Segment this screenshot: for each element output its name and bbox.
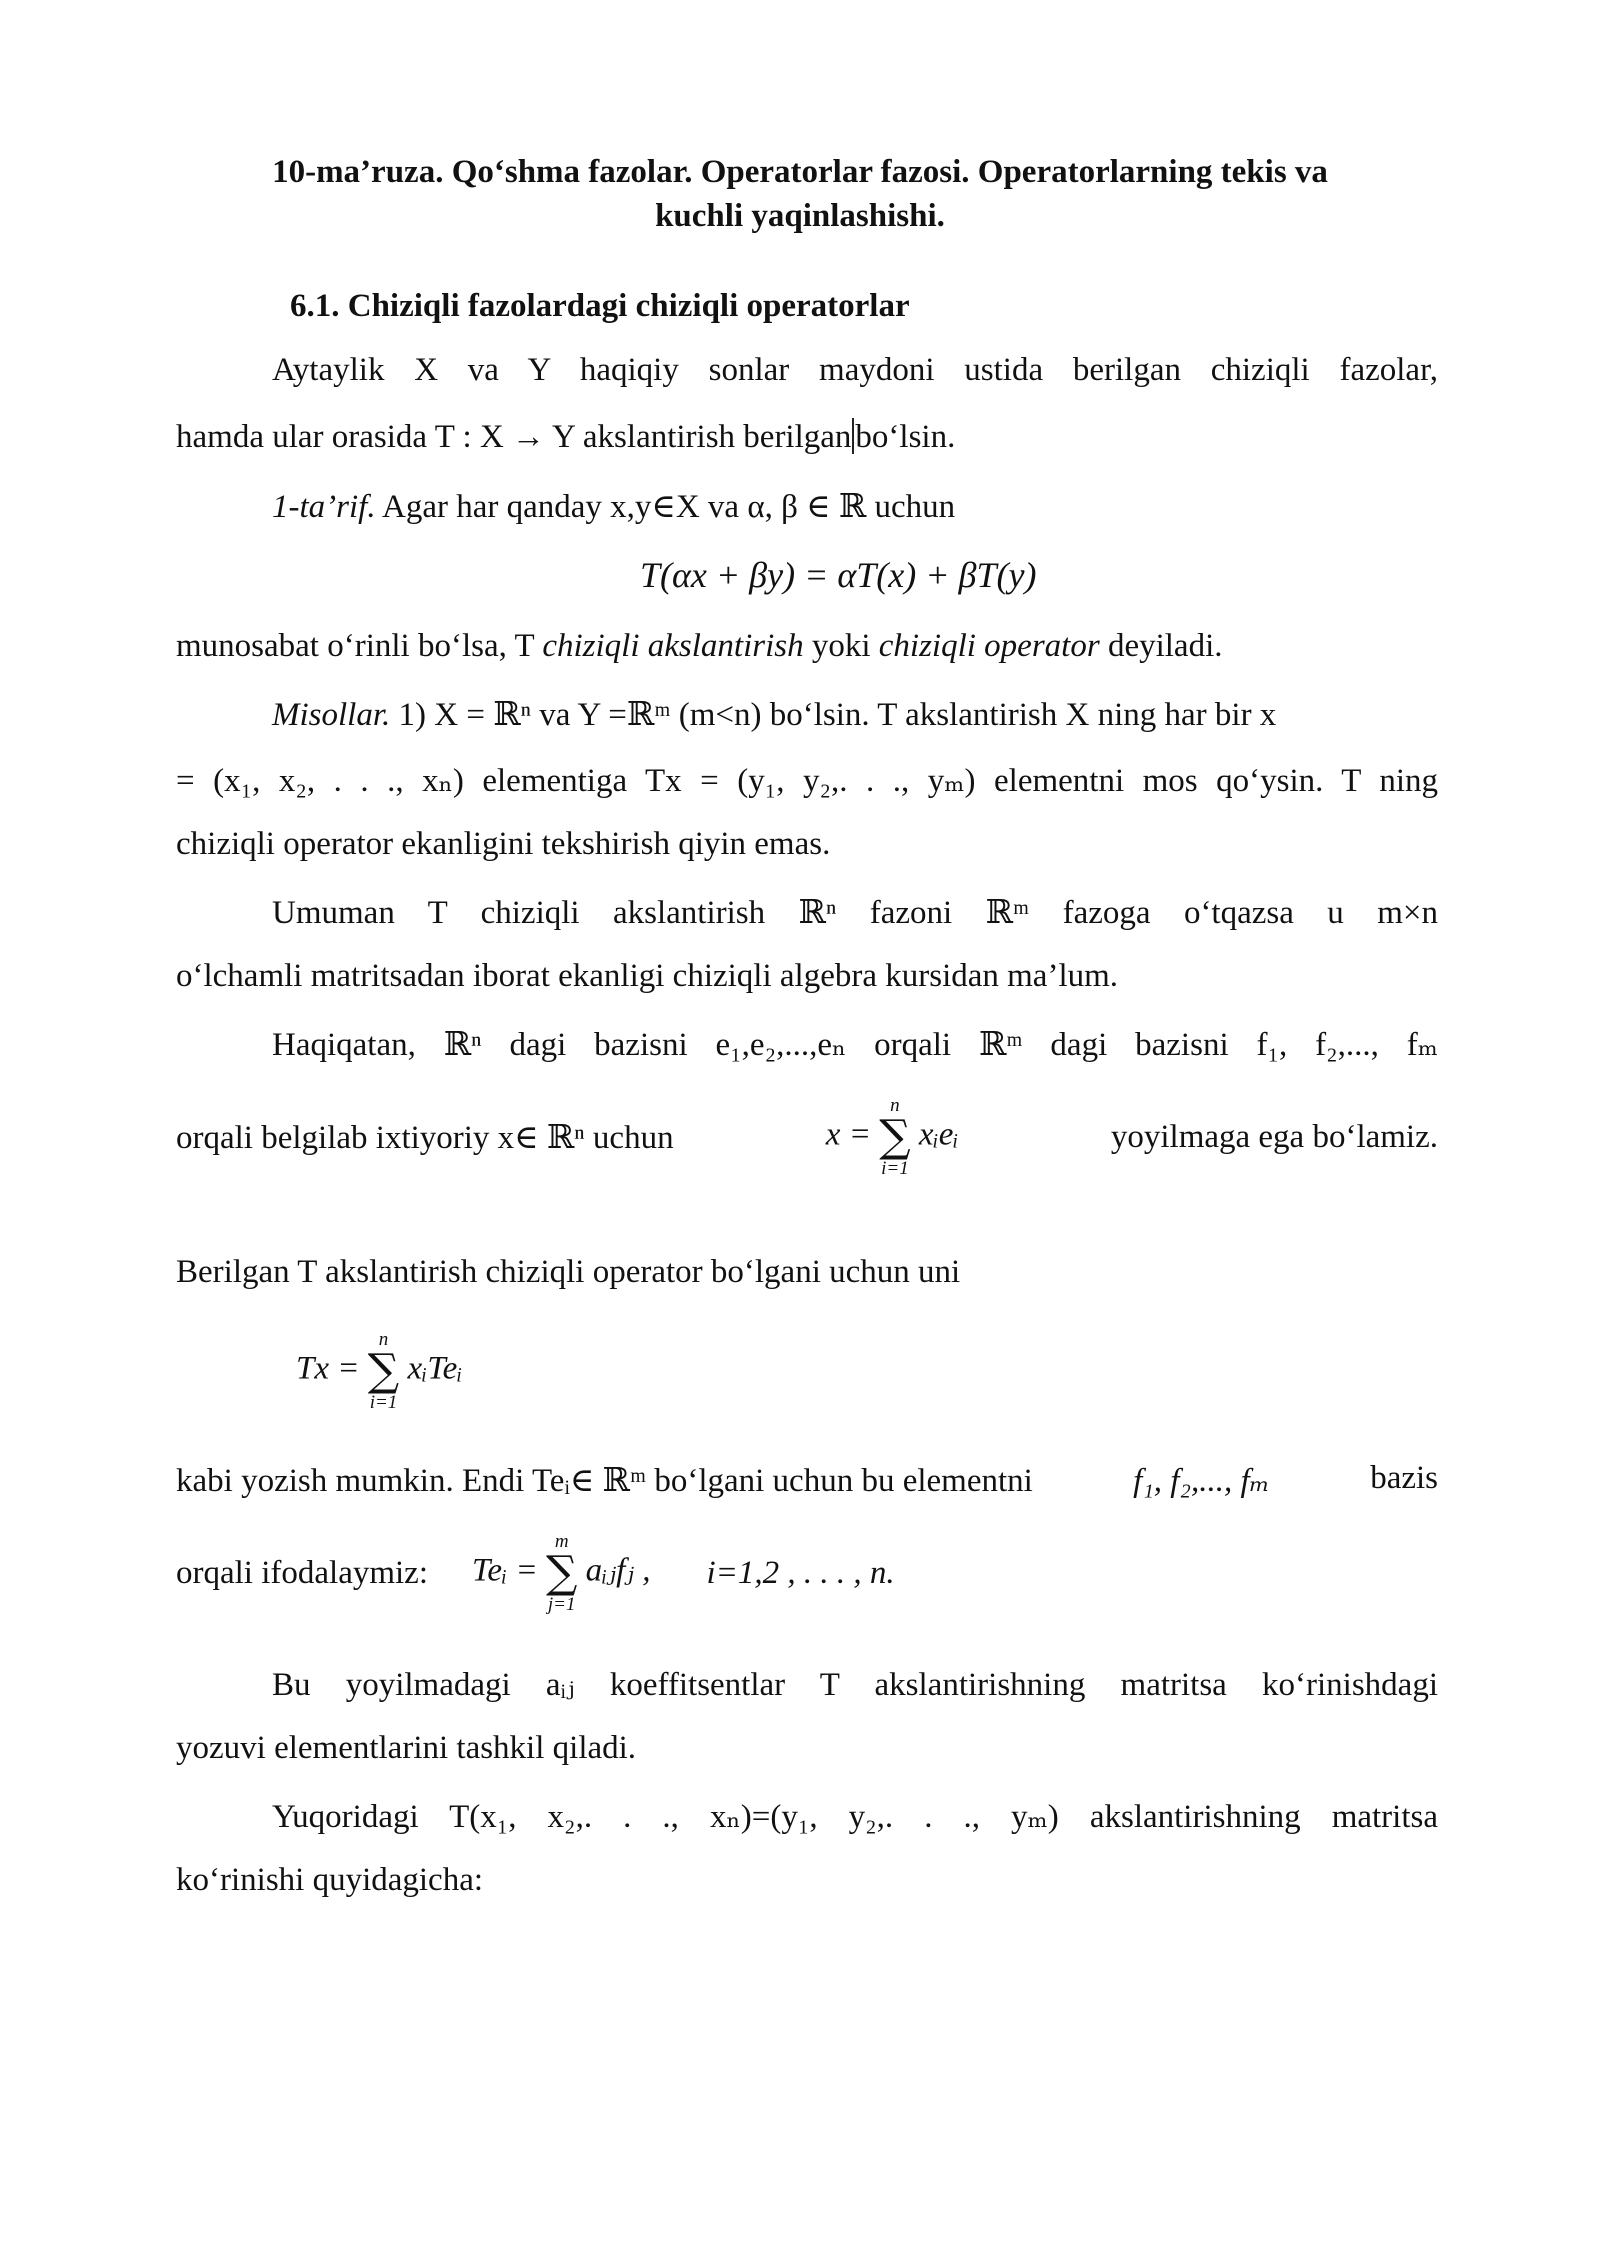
p4-end: yoyilmaga ega bo‘lamiz. xyxy=(1110,1118,1438,1155)
sigma-glyph: ∑ xyxy=(367,1345,400,1396)
definition-line xyxy=(272,486,1438,526)
p6-end: bazis xyxy=(1370,1460,1438,1496)
paragraph-1-end: bo‘lsin. xyxy=(855,419,956,455)
tx-rhs: xᵢTeᵢ xyxy=(407,1350,463,1387)
term-linear-mapping: chiziqli akslantirish xyxy=(542,628,804,664)
paragraph-3-line-1: Umuman T chiziqli akslantirish ℝⁿ fazoni ℝᵐ fazoga o‘tqazsa u m×n xyxy=(272,895,1438,931)
linearity-formula: T(αx + βy) = αT(x) + βT(y) xyxy=(640,555,1037,595)
sum-formula-x xyxy=(826,1096,959,1178)
definition-text: Agar har qanday x,y∈X va α, β ∈ ℝ uchun xyxy=(382,489,956,525)
sum-formula-x-lhs: x = xyxy=(825,1116,871,1153)
sum-symbol xyxy=(879,1096,910,1178)
paragraph-5: Berilgan T akslantirish chiziqli operator bo‘lgani uchun uni xyxy=(176,1254,961,1290)
sum-upper-limit: n xyxy=(378,1329,389,1350)
lecture-title xyxy=(160,150,1440,238)
paragraph-1-text: hamda ular orasida T : X → Y akslantirish berilgan xyxy=(176,419,852,455)
examples-text-1: 1) X = ℝⁿ va Y =ℝᵐ (m<n) bo‘lsin. T akslantirish X ning har bir x xyxy=(398,697,1277,733)
paragraph-4-line-1: Haqiqatan, ℝⁿ dagi bazisni e₁,e₂,...,eₙ orqali ℝᵐ dagi bazisni f₁, f₂,..., fₘ xyxy=(272,1027,1438,1063)
sum-lower-limit: i=1 xyxy=(369,1392,398,1413)
te-sum-formula xyxy=(472,1532,650,1614)
p4-text: orqali belgilab ixtiyoriy x∈ ℝⁿ uchun xyxy=(176,1120,674,1156)
examples-label: Misollar. xyxy=(272,697,391,733)
section-heading: 6.1. Chiziqli fazolardagi chiziqli operatorlar xyxy=(290,288,910,324)
sum-upper-limit: n xyxy=(890,1095,900,1116)
p2-part-c: yoki xyxy=(811,628,871,664)
te-lhs: Teᵢ = xyxy=(472,1552,538,1589)
title-line-2: kuchli yaqinlashishi. xyxy=(655,198,945,234)
basis-f: f₁, f₂,..., fₘ xyxy=(1133,1463,1270,1499)
p6-text: kabi yozish mumkin. Endi Teᵢ∈ ℝᵐ bo‘lgani uchun bu elementni xyxy=(176,1463,1033,1499)
sum-upper-limit: m xyxy=(554,1531,569,1552)
tx-lhs: Tx = xyxy=(296,1350,360,1387)
sum-lower-limit: j=1 xyxy=(547,1594,576,1615)
sigma-glyph: ∑ xyxy=(879,1111,911,1162)
paragraph-1-line-1: Aytaylik X va Y haqiqiy sonlar maydoni ustida berilgan chiziqli fazolar, xyxy=(272,352,1438,388)
term-linear-operator: chiziqli operator xyxy=(878,628,1100,664)
sum-symbol xyxy=(546,1532,577,1614)
index-range: i=1,2 , . . . , n. xyxy=(706,1554,895,1591)
p7-text: orqali ifodalaymiz: xyxy=(176,1554,428,1591)
p2-part-a: munosabat o‘rinli bo‘lsa, T xyxy=(176,628,535,664)
definition-label: 1-ta’rif. xyxy=(272,489,376,525)
paragraph-8-line-2: yozuvi elementlarini tashkil qiladi. xyxy=(176,1730,637,1766)
examples-line-3: chiziqli operator ekanligini tekshirish qiyin emas. xyxy=(176,826,831,862)
paragraph-7 xyxy=(176,1532,1438,1614)
sum-formula-x-rhs: xᵢeᵢ xyxy=(918,1116,959,1153)
paragraph-8-line-1: Bu yoyilmadagi aᵢⱼ koeffitsentlar T akslantirishning matritsa ko‘rinishdagi xyxy=(272,1667,1438,1703)
examples-line-1 xyxy=(272,694,1438,734)
paragraph-2 xyxy=(176,628,1438,665)
paragraph-9-line-1: Yuqoridagi T(x₁, x₂,. . ., xₙ)=(y₁, y₂,. . ., yₘ) akslantirishning matritsa xyxy=(272,1799,1438,1835)
paragraph-9-line-2: ko‘rinishi quyidagicha: xyxy=(176,1862,484,1898)
paragraph-1-line-2 xyxy=(176,418,1438,456)
te-rhs: aᵢⱼfⱼ , xyxy=(585,1552,651,1589)
paragraph-4-line-2 xyxy=(176,1096,1438,1178)
examples-line-2: = (x₁, x₂, . . ., xₙ) elementiga Tx = (y₁, y₂,. . ., yₘ) elementni mos qo‘ysin. T ning xyxy=(176,763,1438,799)
sigma-glyph: ∑ xyxy=(545,1547,578,1598)
sum-symbol xyxy=(368,1330,399,1412)
p2-part-e: deyiladi. xyxy=(1107,628,1223,664)
title-line-1: 10-ma’ruza. Qo‘shma fazolar. Operatorlar fazosi. Operatorlarning tekis va xyxy=(272,154,1328,190)
sum-lower-limit: i=1 xyxy=(881,1158,909,1179)
paragraph-6 xyxy=(176,1460,1438,1500)
paragraph-3-line-2: o‘lchamli matritsadan iborat ekanligi chiziqli algebra kursidan ma’lum. xyxy=(176,958,1119,994)
tx-sum-formula xyxy=(296,1330,463,1412)
